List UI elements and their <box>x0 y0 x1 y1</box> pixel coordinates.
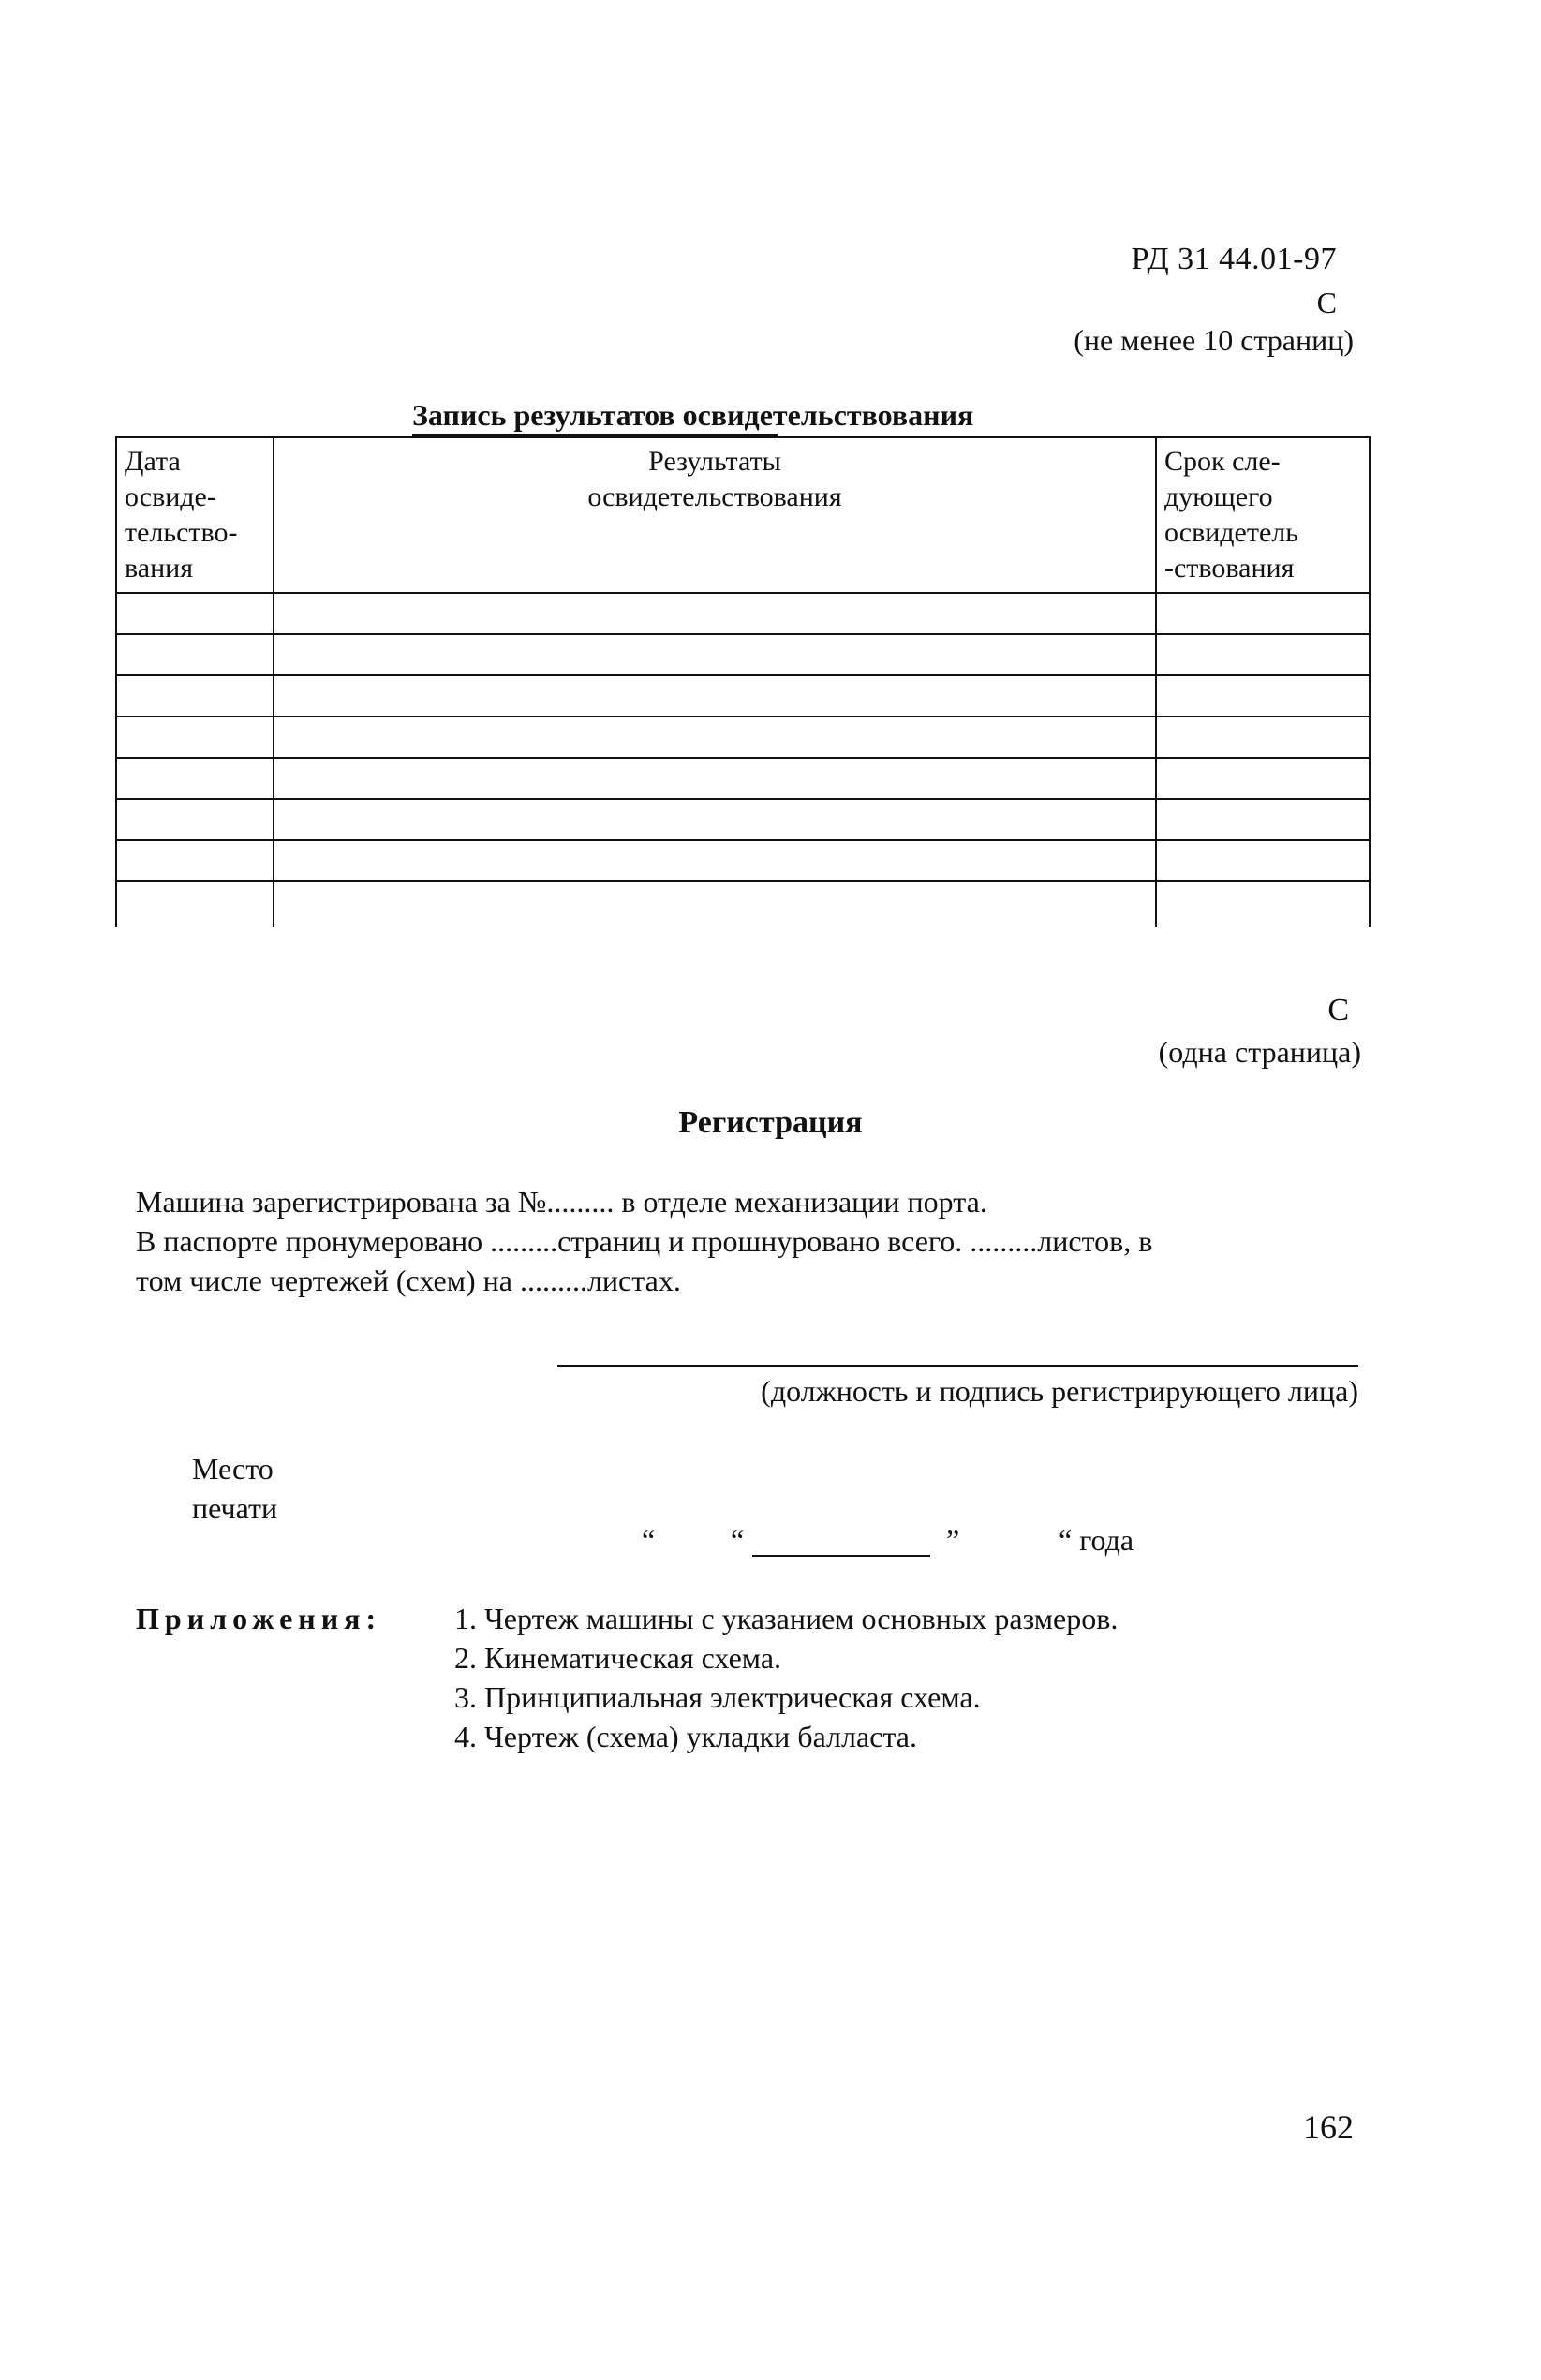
header-text: освидетель <box>1164 517 1298 548</box>
table-cell <box>274 881 1156 927</box>
table-cell <box>1156 634 1370 675</box>
table-row <box>116 881 1370 927</box>
table-cell <box>274 840 1156 881</box>
date-month-line <box>752 1555 930 1557</box>
appendix-note: (не менее 10 страниц) <box>1074 323 1354 357</box>
registration-text: В паспорте пронумеровано .........страниц и прошнуровано всего. .........листов, в <box>136 1224 1153 1258</box>
table-cell <box>274 717 1156 758</box>
appendix-item: 2. Кинематическая схема. <box>454 1641 782 1675</box>
table-cell <box>274 758 1156 799</box>
table-row <box>116 799 1370 840</box>
header-text: дующего <box>1164 481 1273 512</box>
appendix-item: 4. Чертеж (схема) укладки балласта. <box>454 1720 917 1753</box>
table-cell <box>1156 675 1370 717</box>
table-row <box>116 634 1370 675</box>
document-code: РД 31 44.01-97 <box>1131 242 1337 276</box>
table-cell <box>1156 840 1370 881</box>
table-cell <box>274 799 1156 840</box>
table-cell <box>274 675 1156 717</box>
header-next-date <box>1156 437 1370 593</box>
table-cell <box>274 593 1156 634</box>
table-cell <box>274 634 1156 675</box>
header-date <box>116 437 274 593</box>
table-cell <box>116 634 274 675</box>
date-quote: “ <box>642 1523 656 1557</box>
results-table <box>115 436 1371 927</box>
table-title: Запись результатов освидетельствования <box>412 398 974 432</box>
table-cell <box>116 717 274 758</box>
table-cell <box>116 799 274 840</box>
table-cell <box>116 840 274 881</box>
table-cell <box>1156 758 1370 799</box>
header-text: -ствования <box>1164 553 1295 584</box>
table-row <box>116 675 1370 717</box>
appendix-note: (одна страница) <box>1158 1035 1361 1069</box>
appendix-letter: С <box>1316 286 1337 319</box>
table-row <box>116 717 1370 758</box>
header-text: Результаты <box>648 446 781 477</box>
table-cell <box>1156 717 1370 758</box>
header-text: тельство- <box>125 517 238 548</box>
header-text: Дата <box>125 446 181 477</box>
stamp-place-label: печати <box>192 1491 278 1525</box>
registration-text: том числе чертежей (схем) на .........листах. <box>136 1264 681 1297</box>
signature-caption: (должность и подпись регистрирующего лица) <box>761 1374 1358 1408</box>
header-results <box>274 437 1156 593</box>
header-text: освидетельствования <box>587 481 842 512</box>
header-text: Срок сле- <box>1164 446 1281 477</box>
table-cell <box>1156 881 1370 927</box>
table-cell <box>1156 799 1370 840</box>
appendices-label: Приложения: <box>136 1602 382 1635</box>
table-row <box>116 593 1370 634</box>
date-year-label: “ года <box>1059 1523 1134 1557</box>
date-quote: ” <box>946 1523 960 1557</box>
stamp-place-label: Место <box>192 1452 274 1486</box>
header-text: освиде- <box>125 481 216 512</box>
table-cell <box>116 675 274 717</box>
table-cell <box>1156 593 1370 634</box>
date-quote: “ <box>731 1523 745 1557</box>
signature-line <box>557 1365 1358 1367</box>
section-title: Регистрация <box>678 1105 863 1140</box>
registration-text: Машина зарегистрирована за №......... в отделе механизации порта. <box>136 1185 987 1219</box>
appendix-item: 3. Принципиальная электрическая схема. <box>454 1680 981 1714</box>
table-row <box>116 758 1370 799</box>
title-underline <box>412 434 778 436</box>
page-number: 162 <box>1303 2108 1354 2146</box>
header-text: вания <box>125 553 193 584</box>
table-cell <box>116 881 274 927</box>
date-field <box>642 1523 1204 1570</box>
table-row <box>116 840 1370 881</box>
table-cell <box>116 758 274 799</box>
table-cell <box>116 593 274 634</box>
appendix-letter: С <box>1327 993 1349 1027</box>
appendix-item: 1. Чертеж машины с указанием основных размеров. <box>454 1602 1119 1635</box>
table-header-row <box>116 437 1370 593</box>
